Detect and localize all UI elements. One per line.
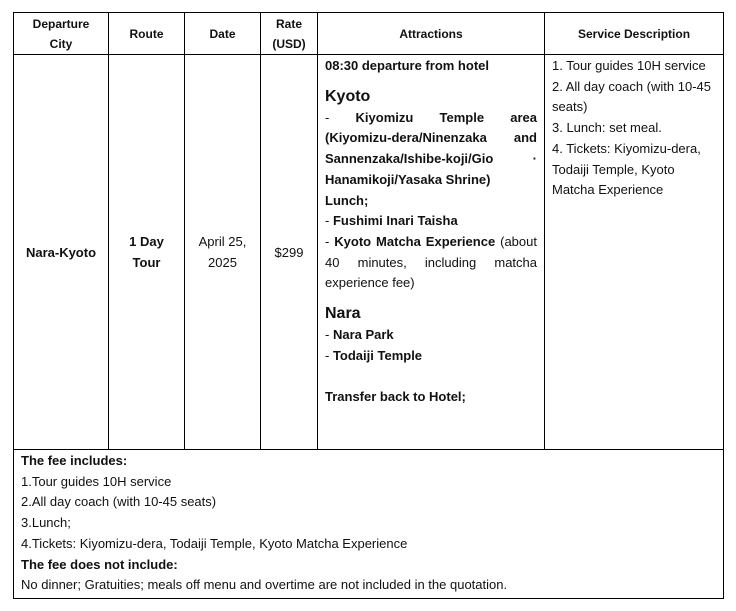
departure-city-cell: Nara-Kyoto [14,55,109,450]
kyoto-item-2: - Fushimi Inari Taisha [325,213,458,229]
fee-includes-title: The fee includes: [21,453,128,468]
fee-include-item: 2.All day coach (with 10-45 seats) [21,494,217,510]
header-service-description: Service Description [545,13,724,55]
service-item: 4. Tickets: Kiyomizu-dera, Todaiji Temple, Kyoto Matcha Experience [552,140,701,198]
fee-excludes-title: The fee does not include: [21,556,178,572]
kyoto-item-1: - Kiyomizu Temple area (Kiyomizu-dera/Ninenzaka and Sannenzaka/Ishibe-koji/Gio · Hanamikoji/Yasaka Shrine) [325,109,537,187]
header-row [14,13,724,55]
service-description-cell [545,55,724,450]
nara-heading: Nara [325,305,361,323]
service-item: 2. All day coach (with 10-45 seats) [552,78,711,115]
fee-excludes-text: No dinner; Gratuities; meals off menu and overtime are not included in the quotation. [21,577,508,593]
nara-item-2: - Todaiji Temple [325,347,423,363]
fee-include-item: 3.Lunch; [21,515,71,531]
rate-cell: $299 [261,55,318,450]
tour-row [14,55,724,450]
kyoto-heading: Kyoto [325,87,371,105]
fee-notes-cell [14,450,724,599]
departure-time: 08:30 departure from hotel [325,58,489,73]
nara-item-1: - Nara Park [325,327,394,343]
date-cell: April 25, 2025 [185,55,261,450]
header-attractions: Attractions [318,13,545,55]
spacer [325,366,537,387]
kyoto-item-3: - Kyoto Matcha Experience (about 40 minutes, including matcha experience fee) [325,233,537,291]
fee-include-item: 1.Tour guides 10H service [21,473,172,489]
header-route: Route [109,13,185,55]
service-item: 1. Tour guides 10H service [552,58,706,73]
tour-itinerary-table [13,12,724,599]
fee-include-item: 4.Tickets: Kiyomizu-dera, Todaiji Temple, Kyoto Matcha Experience [21,535,408,551]
route-cell: 1 Day Tour [109,55,185,450]
service-item: 3. Lunch: set meal. [552,120,662,136]
transfer-note: Transfer back to Hotel; [325,389,466,405]
header-rate: Rate (USD) [261,13,318,55]
lunch-note: Lunch; [325,192,369,208]
notes-row [14,450,724,599]
attractions-cell [318,55,545,450]
header-date: Date [185,13,261,55]
header-departure-city: Departure City [14,13,109,55]
